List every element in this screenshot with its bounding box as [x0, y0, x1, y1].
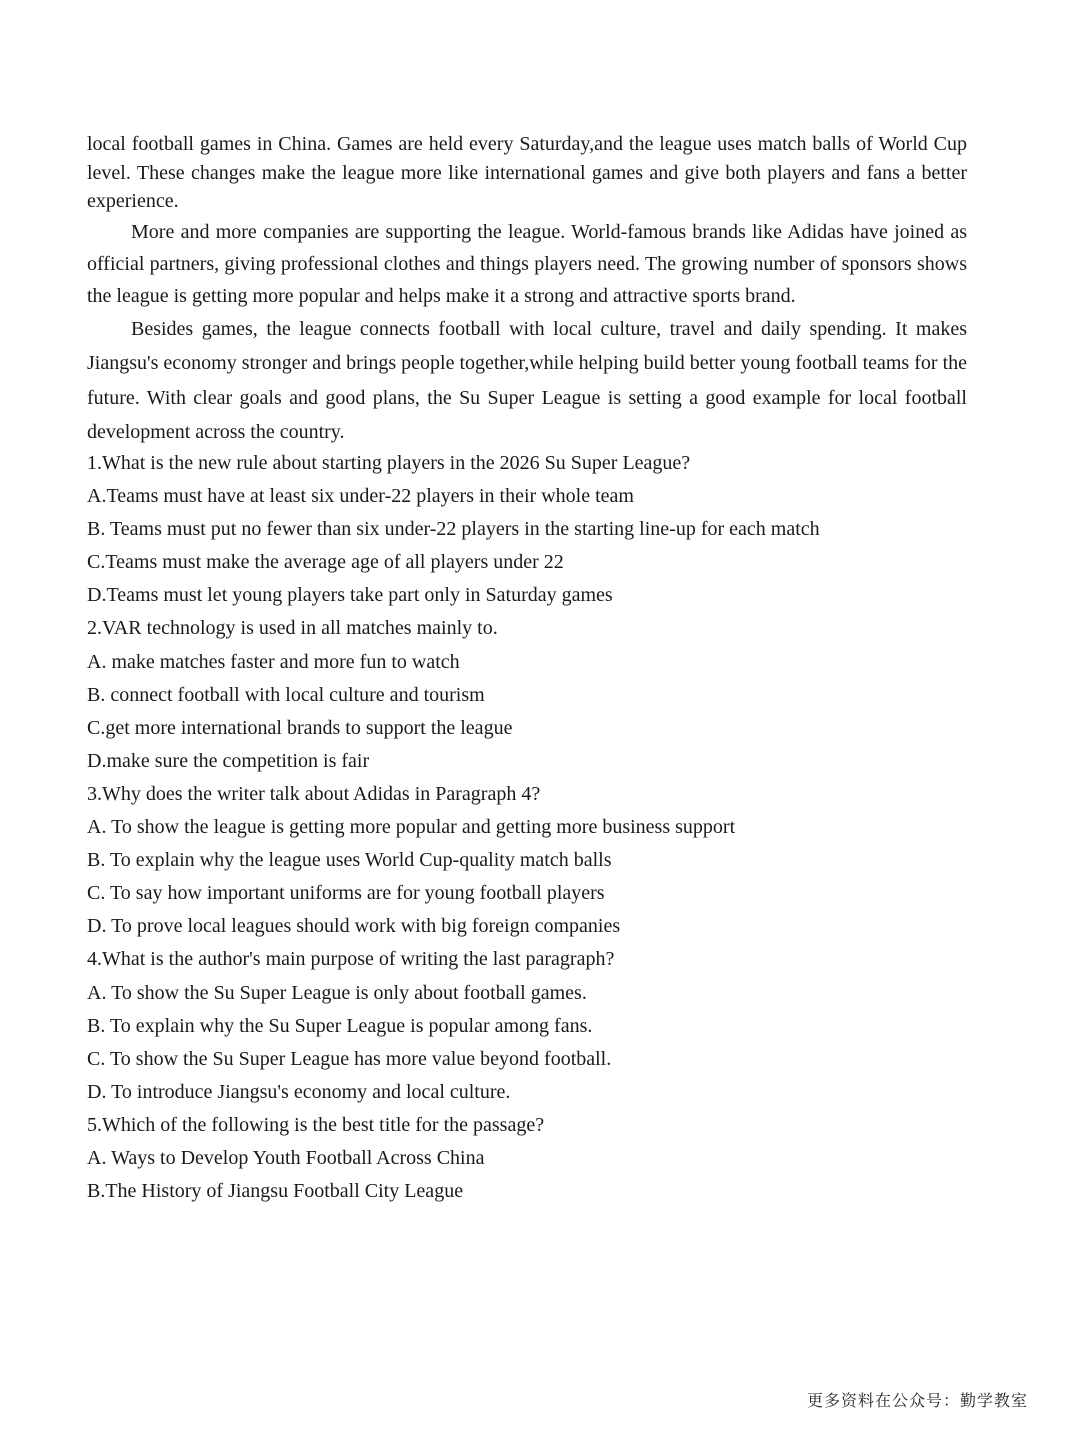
answer-option: B. connect football with local culture and tourism — [87, 683, 485, 706]
answer-option: C.get more international brands to support the league — [87, 716, 513, 739]
answer-option: C. To say how important uniforms are for young football players — [87, 882, 605, 905]
answer-option: B. Teams must put no fewer than six under-22 players in the starting line-up for each match — [87, 518, 820, 541]
footer-watermark-text: 更多资料在公众号：勤学教室 — [806, 1391, 1028, 1410]
question-stem: 4.What is the author's main purpose of writing the last paragraph? — [87, 948, 615, 971]
answer-option: D. To introduce Jiangsu's economy and local culture. — [87, 1080, 511, 1103]
question-stem: 3.Why does the writer talk about Adidas in Paragraph 4? — [87, 782, 541, 805]
question-stem: 1.What is the new rule about starting players in the 2026 Su Super League? — [87, 452, 691, 474]
answer-option: A. To show the league is getting more popular and getting more business support — [87, 816, 736, 839]
answer-option: D.make sure the competition is fair — [87, 749, 370, 772]
answer-option: A. make matches faster and more fun to watch — [87, 650, 460, 673]
reading-passage — [87, 130, 967, 450]
answer-option: B. To explain why the Su Super League is popular among fans. — [87, 1014, 593, 1037]
answer-option: C.Teams must make the average age of all players under 22 — [87, 551, 564, 574]
answer-option: A.Teams must have at least six under-22 players in their whole team — [87, 485, 634, 508]
answer-option: A. Ways to Develop Youth Football Across China — [87, 1146, 485, 1169]
question-stem: 5.Which of the following is the best title for the passage? — [87, 1113, 545, 1136]
answer-option: B.The History of Jiangsu Football City League — [87, 1180, 464, 1203]
answer-option: A. To show the Su Super League is only about football games. — [87, 981, 587, 1004]
answer-option: D. To prove local leagues should work with big foreign companies — [87, 915, 621, 938]
passage-paragraph: local football games in China. Games are held every Saturday,and the league uses match balls of World Cup level. These changes make the league more like international games and give both players and fans a better experience. — [87, 133, 967, 212]
passage-paragraph: More and more companies are supporting the league. World-famous brands like Adidas have joined as official partners, giving professional clothes and things players need. The growing number of sponsors shows the league is getting more popular and helps make it a strong and attractive sports brand. — [87, 220, 967, 307]
passage-paragraph: Besides games, the league connects football with local culture, travel and daily spending. It makes Jiangsu's economy stronger and brings people together,while helping build better young football teams for the future. With clear goals and good plans, the Su Super League is setting a good example for local football development across the country. — [87, 317, 967, 443]
question-stem: 2.VAR technology is used in all matches mainly to. — [87, 617, 498, 640]
answer-option: C. To show the Su Super League has more value beyond football. — [87, 1047, 612, 1070]
question-list — [87, 447, 987, 1208]
answer-option: D.Teams must let young players take part only in Saturday games — [87, 584, 613, 607]
answer-option: B. To explain why the league uses World Cup-quality match balls — [87, 849, 612, 872]
